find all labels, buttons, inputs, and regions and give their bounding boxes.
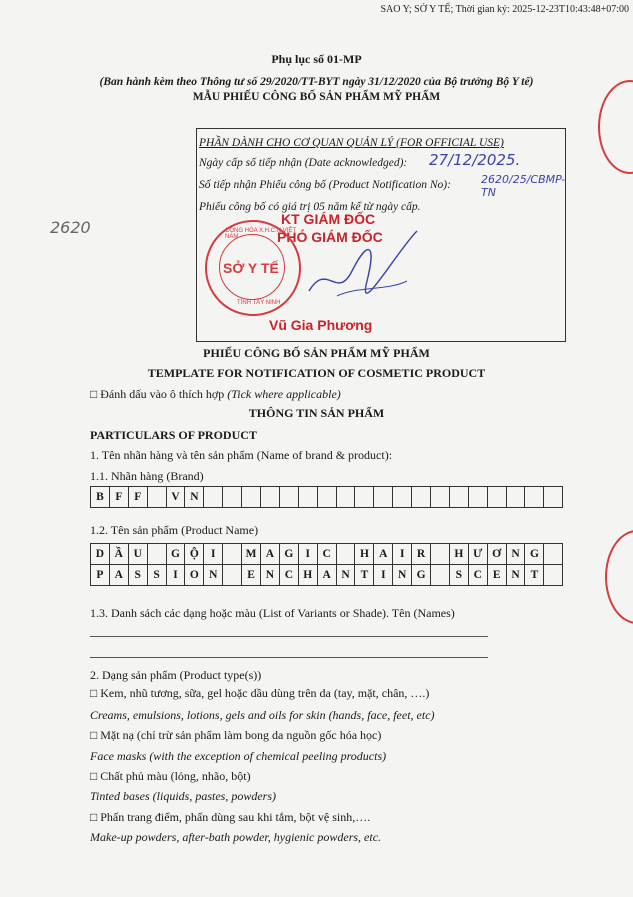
official-heading: PHẦN DÀNH CHO CƠ QUAN QUẢN LÝ (FOR OFFICIAL USE) <box>199 137 504 149</box>
grid-cell <box>261 487 280 508</box>
brand-grid <box>90 486 563 508</box>
grid-cell <box>204 487 223 508</box>
margin-handwritten-note: 2620 <box>50 218 91 237</box>
grid-cell: N <box>204 565 223 586</box>
notification-number-label: Số tiếp nhận Phiếu công bố (Product Notification No): <box>199 179 451 191</box>
item-1-label: 1. Tên nhãn hàng và tên sản phẩm (Name of brand & product): <box>90 448 393 462</box>
grid-cell <box>223 487 242 508</box>
issued-by-line: (Ban hành kèm theo Thông tư số 29/2020/TT-BYT ngày 31/12/2020 của Bộ trưởng Bộ Y tế) <box>99 76 534 88</box>
grid-cell: F <box>109 487 128 508</box>
grid-cell: N <box>185 487 204 508</box>
variants-line-1 <box>90 636 488 637</box>
validity-note: Phiếu công bố có giá trị 05 năm kể từ ngày cấp. <box>199 201 421 213</box>
grid-cell: C <box>468 565 487 586</box>
type-desc-powders: Make-up powders, after-bath powder, hygienic powders, etc. <box>90 830 382 844</box>
grid-cell: Ộ <box>185 544 204 565</box>
grid-cell <box>525 487 544 508</box>
sign-kt-director: KT GIÁM ĐỐC <box>281 211 376 227</box>
type-desc-masks: Face masks (with the exception of chemical peeling products) <box>90 749 387 763</box>
form-title: MẪU PHIẾU CÔNG BỐ SẢN PHẨM MỸ PHẨM <box>192 91 441 103</box>
grid-cell: V <box>166 487 185 508</box>
grid-cell: F <box>128 487 147 508</box>
grid-cell: G <box>279 544 298 565</box>
grid-cell <box>242 487 261 508</box>
grid-cell: I <box>393 544 412 565</box>
type-desc-creams: Creams, emulsions, lotions, gels and oils for skin (hands, face, feet, etc) <box>90 708 435 722</box>
type-option-powders[interactable]: □ Phấn trang điểm, phấn dùng sau khi tắm, bột vệ sinh,…. <box>90 810 371 824</box>
grid-cell: H <box>355 544 374 565</box>
grid-cell: C <box>279 565 298 586</box>
grid-cell: G <box>412 565 431 586</box>
grid-cell: H <box>449 544 468 565</box>
grid-cell: Ầ <box>109 544 128 565</box>
grid-cell: P <box>91 565 110 586</box>
grid-cell: S <box>128 565 147 586</box>
grid-cell: T <box>355 565 374 586</box>
grid-cell: I <box>204 544 223 565</box>
grid-cell: N <box>336 565 355 586</box>
grid-cell: Ơ <box>487 544 506 565</box>
grid-cell <box>336 544 355 565</box>
grid-cell: N <box>506 544 525 565</box>
grid-cell <box>431 565 450 586</box>
grid-cell: D <box>91 544 110 565</box>
grid-cell: E <box>242 565 261 586</box>
grid-cell: N <box>261 565 280 586</box>
stamp-ring-bottom: TỈNH TÂY NINH <box>237 300 281 306</box>
type-option-masks[interactable]: □ Mặt nạ (chỉ trừ sản phẩm làm bong da nguồn gốc hóa học) <box>90 728 382 742</box>
grid-cell <box>223 565 242 586</box>
grid-cell <box>544 487 563 508</box>
grid-cell: O <box>185 565 204 586</box>
item-1-2-label: 1.2. Tên sản phẩm (Product Name) <box>90 523 259 537</box>
stamp-ring-top: CỘNG HÒA X.H.C.N VIỆT NAM <box>225 228 296 240</box>
grid-cell: U <box>128 544 147 565</box>
date-acknowledged-label: Ngày cấp số tiếp nhận (Date acknowledged): <box>199 157 408 169</box>
appendix-title: Phụ lục số 01-MP <box>271 52 362 66</box>
product-info-vi: THÔNG TIN SẢN PHẨM <box>248 406 385 420</box>
grid-cell <box>506 487 525 508</box>
grid-cell: S <box>147 565 166 586</box>
grid-cell: A <box>261 544 280 565</box>
grid-cell <box>544 565 563 586</box>
grid-cell <box>147 487 166 508</box>
grid-cell <box>412 487 431 508</box>
grid-cell: H <box>298 565 317 586</box>
grid-cell: A <box>317 565 336 586</box>
item-1-1-label: 1.1. Nhãn hàng (Brand) <box>90 469 204 483</box>
grid-cell <box>449 487 468 508</box>
grid-cell <box>468 487 487 508</box>
grid-cell: I <box>298 544 317 565</box>
grid-cell <box>298 487 317 508</box>
grid-cell: E <box>487 565 506 586</box>
grid-cell <box>147 544 166 565</box>
official-stamp <box>205 220 301 316</box>
grid-cell: A <box>374 544 393 565</box>
grid-cell: M <box>242 544 261 565</box>
grid-cell <box>279 487 298 508</box>
grid-cell <box>544 544 563 565</box>
grid-cell <box>374 487 393 508</box>
grid-cell <box>336 487 355 508</box>
signer-name: Vũ Gia Phương <box>269 317 373 333</box>
section-title-en: TEMPLATE FOR NOTIFICATION OF COSMETIC PRODUCT <box>147 366 486 380</box>
grid-cell: I <box>374 565 393 586</box>
grid-cell: N <box>393 565 412 586</box>
grid-cell <box>487 487 506 508</box>
sign-deputy-director: PHÓ GIÁM ĐỐC <box>277 229 383 245</box>
edge-stamp-bottom <box>605 530 633 624</box>
type-desc-tinted: Tinted bases (liquids, pastes, powders) <box>90 789 277 803</box>
digital-signature-header: SAO Y; SỞ Y TẾ; Thời gian ký: 2025-12-23T10:43:48+07:00 <box>380 4 629 15</box>
product-name-grid <box>90 543 563 586</box>
grid-cell <box>431 487 450 508</box>
grid-cell <box>317 487 336 508</box>
grid-cell: G <box>525 544 544 565</box>
product-info-en: PARTICULARS OF PRODUCT <box>90 428 257 442</box>
item-1-3-label: 1.3. Danh sách các dạng hoặc màu (List of Variants or Shade). Tên (Names) <box>90 606 455 620</box>
grid-cell: A <box>109 565 128 586</box>
grid-cell: B <box>91 487 110 508</box>
date-acknowledged-value: 27/12/2025. <box>429 151 521 169</box>
grid-cell <box>393 487 412 508</box>
grid-cell: T <box>525 565 544 586</box>
item-2-label: 2. Dạng sản phẩm (Product type(s)) <box>90 668 262 682</box>
handwritten-signature <box>307 221 427 311</box>
tick-note: □ Đánh dấu vào ô thích hợp (Tick where applicable) <box>90 387 341 401</box>
type-option-tinted[interactable]: □ Chất phủ màu (lỏng, nhão, bột) <box>90 769 251 783</box>
grid-cell <box>431 544 450 565</box>
notification-number-value: 2620/25/CBMP-TN <box>481 173 566 199</box>
grid-cell: C <box>317 544 336 565</box>
grid-cell: R <box>412 544 431 565</box>
stamp-center-text: SỞ Y TẾ <box>223 260 279 276</box>
grid-cell: Ư <box>468 544 487 565</box>
grid-cell: I <box>166 565 185 586</box>
type-option-creams[interactable]: □ Kem, nhũ tương, sữa, gel hoặc dầu dùng trên da (tay, mặt, chân, ….) <box>90 686 430 700</box>
grid-cell: S <box>449 565 468 586</box>
section-title-vi: PHIẾU CÔNG BỐ SẢN PHẨM MỸ PHẨM <box>203 346 430 360</box>
grid-cell: G <box>166 544 185 565</box>
grid-cell <box>355 487 374 508</box>
variants-line-2 <box>90 657 488 658</box>
grid-cell <box>223 544 242 565</box>
grid-cell: N <box>506 565 525 586</box>
